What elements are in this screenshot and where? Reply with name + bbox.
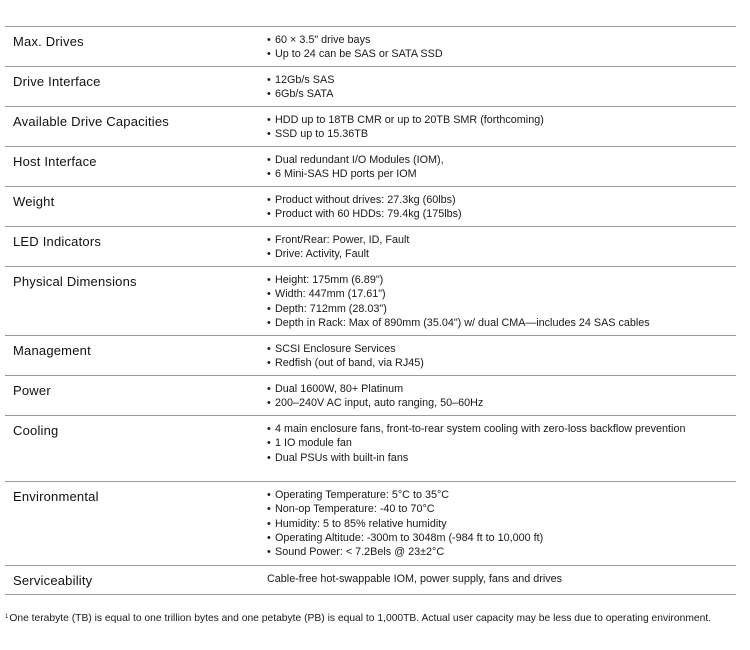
spec-value <box>258 187 736 226</box>
spec-value <box>258 336 736 375</box>
spec-label: Weight <box>13 194 55 209</box>
spec-item: • 6Gb/s SATA <box>267 87 736 101</box>
spec-item: • Operating Altitude: -300m to 3048m (-984 ft to 10,000 ft) <box>267 531 736 545</box>
spec-value <box>258 267 736 335</box>
spec-item: • Depth: 712mm (28.03") <box>267 302 736 316</box>
spec-item: • HDD up to 18TB CMR or up to 20TB SMR (forthcoming) <box>267 113 736 127</box>
spec-item: • 6 Mini-SAS HD ports per IOM <box>267 167 736 181</box>
spec-item: • Product without drives: 27.3kg (60lbs) <box>267 193 736 207</box>
spec-row-drive-interface <box>5 67 736 107</box>
spec-row-management <box>5 336 736 376</box>
footnote-marker: 1 <box>5 614 9 620</box>
spec-row-led-indicators <box>5 227 736 267</box>
spec-item: • Width: 447mm (17.61") <box>267 287 736 301</box>
spec-item: • Height: 175mm (6.89") <box>267 273 736 287</box>
spec-label: Max. Drives <box>13 34 84 49</box>
footnote-text: One terabyte (TB) is equal to one trillion bytes and one petabyte (PB) is equal to 1,000TB. Actual user capacity may be less due to operating environment. <box>9 613 712 624</box>
spec-row-environmental <box>5 482 736 566</box>
spec-item: • Sound Power: < 7.2Bels @ 23±2°C <box>267 545 736 559</box>
spec-label: Management <box>13 343 91 358</box>
spec-row-cooling <box>5 416 736 482</box>
spec-label: Available Drive Capacities <box>13 114 169 129</box>
footnote <box>5 612 725 626</box>
spec-value <box>258 227 736 266</box>
spec-item: • Up to 24 can be SAS or SATA SSD <box>267 47 736 61</box>
spec-value <box>258 67 736 106</box>
spec-item: • 12Gb/s SAS <box>267 73 736 87</box>
spec-row-drive-capacities <box>5 107 736 147</box>
spec-label: LED Indicators <box>13 234 102 249</box>
spec-value <box>258 482 736 565</box>
spec-text: Cable-free hot-swappable IOM, power supply, fans and drives <box>267 573 563 585</box>
spec-label: Drive Interface <box>13 74 101 89</box>
spec-value <box>258 147 736 186</box>
spec-table <box>5 26 736 595</box>
spec-label: Cooling <box>13 423 59 438</box>
spec-row-physical-dimensions <box>5 267 736 336</box>
spec-label: Serviceability <box>13 573 93 588</box>
spec-item: • Non-op Temperature: -40 to 70°C <box>267 502 736 516</box>
spec-value <box>258 27 736 66</box>
spec-value <box>258 416 736 481</box>
spec-item: • 200–240V AC input, auto ranging, 50–60Hz <box>267 396 736 410</box>
spec-row-weight <box>5 187 736 227</box>
spec-row-serviceability <box>5 566 736 595</box>
spec-item: • Humidity: 5 to 85% relative humidity <box>267 517 736 531</box>
spec-label: Power <box>13 383 51 398</box>
spec-value <box>258 376 736 415</box>
spec-item: • 4 main enclosure fans, front-to-rear system cooling with zero-loss backflow prevention <box>267 422 736 436</box>
spec-item: • SCSI Enclosure Services <box>267 342 736 356</box>
spec-item: • 1 IO module fan <box>267 436 736 450</box>
spec-item: • Dual PSUs with built-in fans <box>267 451 736 465</box>
spec-row-power <box>5 376 736 416</box>
spec-item: • 60 × 3.5" drive bays <box>267 33 736 47</box>
spec-item: • Depth in Rack: Max of 890mm (35.04") w/ dual CMA—includes 24 SAS cables <box>267 316 736 330</box>
spec-item: • SSD up to 15.36TB <box>267 127 736 141</box>
spec-item: • Operating Temperature: 5°C to 35°C <box>267 488 736 502</box>
spec-item: • Front/Rear: Power, ID, Fault <box>267 233 736 247</box>
spec-item: • Product with 60 HDDs: 79.4kg (175lbs) <box>267 207 736 221</box>
spec-value <box>258 107 736 146</box>
spec-item: • Drive: Activity, Fault <box>267 247 736 261</box>
spec-value <box>258 566 736 594</box>
spec-row-host-interface <box>5 147 736 187</box>
spec-label: Host Interface <box>13 154 97 169</box>
spec-item: • Dual 1600W, 80+ Platinum <box>267 382 736 396</box>
spec-item: • Dual redundant I/O Modules (IOM), <box>267 153 736 167</box>
spec-item: • Redfish (out of band, via RJ45) <box>267 356 736 370</box>
spec-row-max-drives <box>5 27 736 67</box>
spec-label: Environmental <box>13 489 99 504</box>
spec-label: Physical Dimensions <box>13 274 137 289</box>
